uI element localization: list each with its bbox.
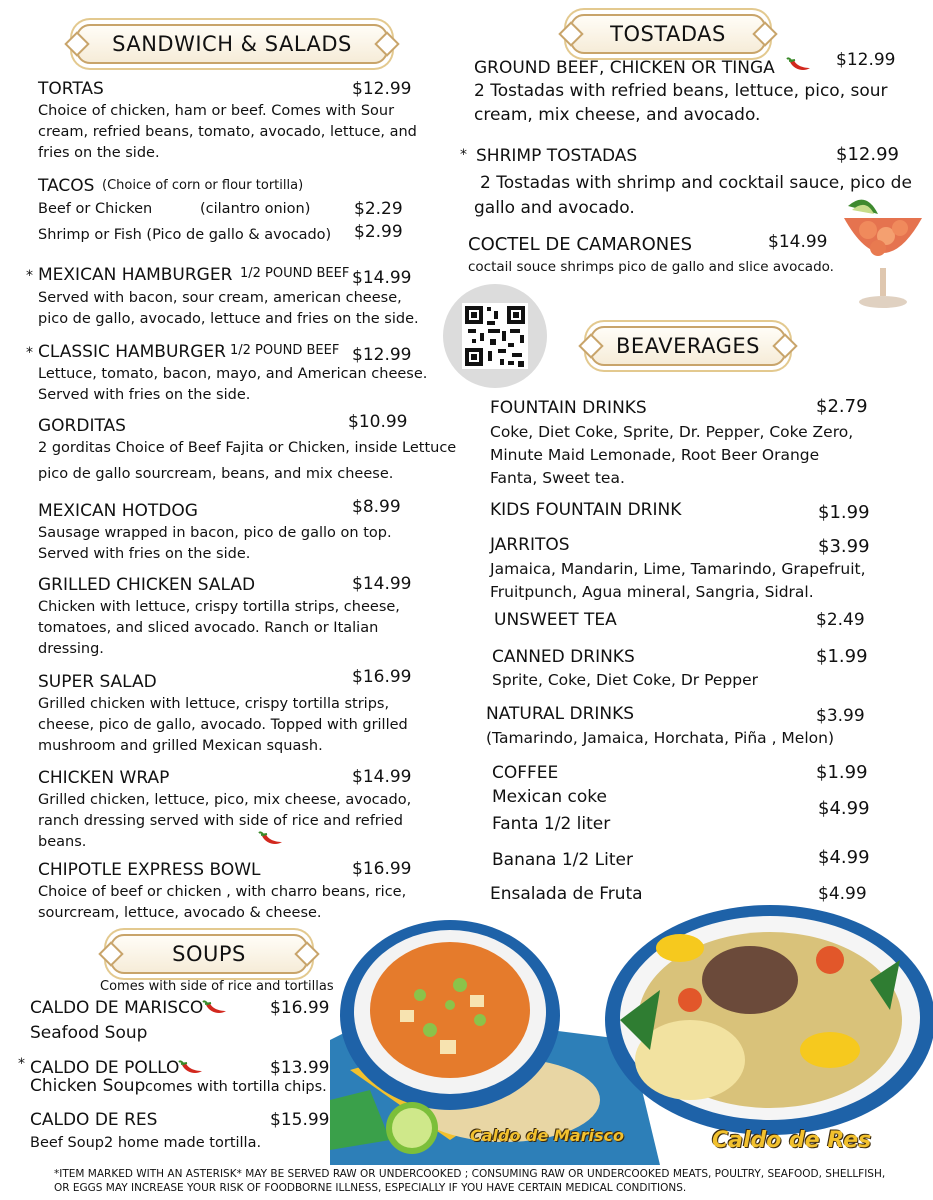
tostadas-title: TOSTADAS bbox=[610, 22, 726, 46]
canned-desc: Sprite, Coke, Diet Coke, Dr Pepper bbox=[492, 671, 758, 689]
shrimp-tostadas-desc-2: gallo and avocado. bbox=[474, 198, 635, 218]
fanta-name: Fanta 1/2 liter bbox=[492, 814, 611, 834]
wrap-desc-2: ranch dressing served with side of rice and refried bbox=[38, 813, 403, 829]
soups-title: SOUPS bbox=[172, 942, 246, 966]
bowl-price: $16.99 bbox=[352, 859, 412, 879]
coctel-name: COCTEL DE CAMARONES bbox=[468, 234, 693, 255]
caldo-res-desc-a: Beef Soup bbox=[30, 1135, 104, 1151]
fruta-name: Ensalada de Fruta bbox=[490, 884, 643, 904]
tortas-desc-1: Choice of chicken, ham or beef. Comes with Sour bbox=[38, 103, 395, 119]
tortas-desc-3: fries on the side. bbox=[38, 145, 160, 161]
fountain-price: $2.79 bbox=[816, 396, 868, 417]
caldo-pollo-price: $13.99 bbox=[270, 1058, 330, 1078]
caldo-res-photo-label: Caldo de Res bbox=[712, 1128, 872, 1153]
super-salad-desc-3: mushroom and grilled Mexican squash. bbox=[38, 738, 323, 754]
gorditas-desc-2: pico de gallo sourcream, beans, and mix cheese. bbox=[38, 466, 394, 482]
fountain-desc-1: Coke, Diet Coke, Sprite, Dr. Pepper, Coke Zero, bbox=[490, 423, 854, 441]
sandwich-salads-banner bbox=[76, 24, 388, 64]
kids-drink-name: KIDS FOUNTAIN DRINK bbox=[490, 500, 682, 520]
fountain-desc-2: Minute Maid Lemonade, Root Beer Orange bbox=[490, 446, 820, 464]
wrap-desc-1: Grilled chicken, lettuce, pico, mix cheese, avocado, bbox=[38, 792, 412, 808]
tostadas-ground-desc-1: 2 Tostadas with refried beans, lettuce, pico, sour bbox=[474, 81, 888, 101]
tortas-price: $12.99 bbox=[352, 79, 412, 99]
fountain-name: FOUNTAIN DRINKS bbox=[490, 398, 647, 418]
classic-burger-size: 1/2 POUND BEEF bbox=[230, 343, 340, 358]
tacos-name: TACOS bbox=[38, 176, 95, 196]
hotdog-price: $8.99 bbox=[352, 497, 401, 517]
caldo-marisco-price: $16.99 bbox=[270, 998, 330, 1018]
gorditas-desc-1: 2 gorditas Choice of Beef Fajita or Chicken, inside Lettuce bbox=[38, 440, 457, 456]
chili-pepper-icon bbox=[258, 830, 284, 848]
tacos-row2-label: Shrimp or Fish (Pico de gallo & avocado) bbox=[38, 227, 332, 243]
hotdog-desc-2: Served with fries on the side. bbox=[38, 546, 251, 562]
coctel-price: $14.99 bbox=[768, 232, 828, 252]
bowl-desc-1: Choice of beef or chicken , with charro beans, rice, bbox=[38, 884, 407, 900]
caldo-marisco-desc: Seafood Soup bbox=[30, 1023, 148, 1043]
mex-burger-price: $14.99 bbox=[352, 268, 412, 288]
caldo-marisco-photo-label: Caldo de Marisco bbox=[470, 1126, 625, 1145]
classic-burger-asterisk: * bbox=[26, 345, 33, 361]
tostadas-ground-price: $12.99 bbox=[836, 50, 896, 70]
banana-price: $4.99 bbox=[818, 847, 870, 868]
caldo-res-name: CALDO DE RES bbox=[30, 1110, 158, 1130]
tostadas-ground-desc-2: cream, mix cheese, and avocado. bbox=[474, 105, 761, 125]
tacos-row1-price: $2.29 bbox=[354, 199, 403, 219]
beverages-banner bbox=[590, 326, 786, 366]
chili-pepper-icon bbox=[202, 999, 228, 1017]
natural-price: $3.99 bbox=[816, 706, 865, 726]
classic-burger-desc-2: Served with fries on the side. bbox=[38, 387, 251, 403]
caldo-marisco-name: CALDO DE MARISCO bbox=[30, 998, 204, 1018]
classic-burger-price: $12.99 bbox=[352, 345, 412, 365]
beverages-title: BEAVERAGES bbox=[616, 334, 760, 358]
shrimp-tostadas-asterisk: * bbox=[460, 147, 467, 163]
soup-photo-collage bbox=[330, 900, 933, 1165]
super-salad-desc-1: Grilled chicken with lettuce, crispy tortilla strips, bbox=[38, 696, 390, 712]
shrimp-cocktail-photo bbox=[838, 188, 928, 318]
tacos-note: (Choice of corn or flour tortilla) bbox=[102, 178, 304, 193]
shrimp-tostadas-name: SHRIMP TOSTADAS bbox=[476, 146, 638, 166]
jarritos-price: $3.99 bbox=[818, 536, 870, 557]
super-salad-price: $16.99 bbox=[352, 667, 412, 687]
banana-name: Banana 1/2 Liter bbox=[492, 850, 633, 870]
bowl-desc-2: sourcream, lettuce, avocado & cheese. bbox=[38, 905, 322, 921]
footer-disclaimer-line-1: *ITEM MARKED WITH AN ASTERISK* MAY BE SERVED RAW OR UNDERCOOKED ; CONSUMING RAW OR UNDERCOOKED MEATS, POULTRY, SEAFOOD, SHELLFISH, bbox=[54, 1168, 886, 1180]
classic-burger-desc-1: Lettuce, tomato, bacon, mayo, and American cheese. bbox=[38, 366, 428, 382]
hotdog-name: MEXICAN HOTDOG bbox=[38, 501, 198, 521]
coffee-price: $1.99 bbox=[816, 762, 868, 783]
kids-drink-price: $1.99 bbox=[818, 502, 870, 523]
super-salad-name: SUPER SALAD bbox=[38, 672, 157, 692]
jarritos-desc-2: Fruitpunch, Agua mineral, Sangria, Sidral. bbox=[490, 583, 814, 601]
mex-burger-desc-1: Served with bacon, sour cream, american cheese, bbox=[38, 290, 402, 306]
mexican-coke-name: Mexican coke bbox=[492, 787, 607, 807]
gorditas-name: GORDITAS bbox=[38, 416, 126, 436]
caldo-pollo-asterisk: * bbox=[18, 1056, 25, 1072]
fruta-price: $4.99 bbox=[818, 884, 867, 904]
mexican-coke-price: $4.99 bbox=[818, 798, 870, 819]
tacos-row1-label: Beef or Chicken bbox=[38, 201, 153, 217]
tostadas-ground-name: GROUND BEEF, CHICKEN OR TINGA bbox=[474, 58, 775, 78]
caldo-pollo-name: CALDO DE POLLO bbox=[30, 1058, 180, 1078]
fountain-desc-3: Fanta, Sweet tea. bbox=[490, 469, 625, 487]
qr-code-icon[interactable] bbox=[442, 283, 548, 389]
wrap-price: $14.99 bbox=[352, 767, 412, 787]
soups-banner bbox=[110, 934, 308, 974]
grilled-salad-desc-3: dressing. bbox=[38, 641, 104, 657]
unsweet-tea-name: UNSWEET TEA bbox=[494, 610, 617, 630]
tortas-desc-2: cream, refried beans, tomato, avocado, lettuce, and bbox=[38, 124, 417, 140]
soups-note: Comes with side of rice and tortillas bbox=[100, 979, 334, 994]
footer-disclaimer-line-2: OR EGGS MAY INCREASE YOUR RISK OF FOODBORNE ILLNESS, ESPECIALLY IF YOU HAVE CERTAIN MEDICAL CONDITIONS. bbox=[54, 1182, 687, 1194]
grilled-salad-desc-1: Chicken with lettuce, crispy tortilla strips, cheese, bbox=[38, 599, 400, 615]
mex-burger-desc-2: pico de gallo, avocado, lettuce and fries on the side. bbox=[38, 311, 419, 327]
grilled-salad-desc-2: tomatoes, and sliced avocado. Ranch or Italian bbox=[38, 620, 379, 636]
grilled-salad-name: GRILLED CHICKEN SALAD bbox=[38, 575, 256, 595]
jarritos-desc-1: Jamaica, Mandarin, Lime, Tamarindo, Grapefruit, bbox=[490, 560, 866, 578]
wrap-desc-3: beans. bbox=[38, 834, 87, 850]
caldo-res-desc-b: 2 home made tortilla. bbox=[104, 1135, 262, 1151]
mex-burger-size: 1/2 POUND BEEF bbox=[240, 266, 350, 281]
super-salad-desc-2: cheese, pico de gallo, avocado. Topped with grilled bbox=[38, 717, 408, 733]
classic-burger-name: CLASSIC HAMBURGER bbox=[38, 342, 226, 362]
natural-desc: (Tamarindo, Jamaica, Horchata, Piña , Melon) bbox=[486, 729, 835, 747]
chili-pepper-icon bbox=[178, 1059, 204, 1077]
gorditas-price: $10.99 bbox=[348, 412, 408, 432]
mex-burger-name: MEXICAN HAMBURGER bbox=[38, 265, 233, 285]
tortas-name: TORTAS bbox=[38, 79, 104, 99]
wrap-name: CHICKEN WRAP bbox=[38, 768, 170, 788]
chili-pepper-icon bbox=[786, 56, 812, 74]
coffee-name: COFFEE bbox=[492, 763, 559, 783]
hotdog-desc-1: Sausage wrapped in bacon, pico de gallo on top. bbox=[38, 525, 392, 541]
bowl-name: CHIPOTLE EXPRESS BOWL bbox=[38, 860, 261, 880]
jarritos-name: JARRITOS bbox=[490, 535, 570, 555]
shrimp-tostadas-desc-1: 2 Tostadas with shrimp and cocktail sauce, pico de bbox=[480, 173, 912, 193]
caldo-pollo-desc-b: comes with tortilla chips. bbox=[145, 1079, 327, 1095]
canned-name: CANNED DRINKS bbox=[492, 647, 635, 667]
mex-burger-asterisk: * bbox=[26, 268, 33, 284]
sandwich-salads-title: SANDWICH & SALADS bbox=[112, 32, 352, 56]
canned-price: $1.99 bbox=[816, 646, 868, 667]
shrimp-tostadas-price: $12.99 bbox=[836, 144, 899, 165]
tacos-row2-price: $2.99 bbox=[354, 222, 403, 242]
tacos-row1-note: (cilantro onion) bbox=[200, 201, 311, 217]
natural-name: NATURAL DRINKS bbox=[486, 704, 635, 724]
tostadas-banner bbox=[570, 14, 766, 54]
coctel-desc: coctail souce shrimps pico de gallo and slice avocado. bbox=[468, 259, 834, 275]
caldo-res-price: $15.99 bbox=[270, 1110, 330, 1130]
caldo-pollo-desc-a: Chicken Soup bbox=[30, 1076, 146, 1096]
unsweet-tea-price: $2.49 bbox=[816, 610, 865, 630]
grilled-salad-price: $14.99 bbox=[352, 574, 412, 594]
